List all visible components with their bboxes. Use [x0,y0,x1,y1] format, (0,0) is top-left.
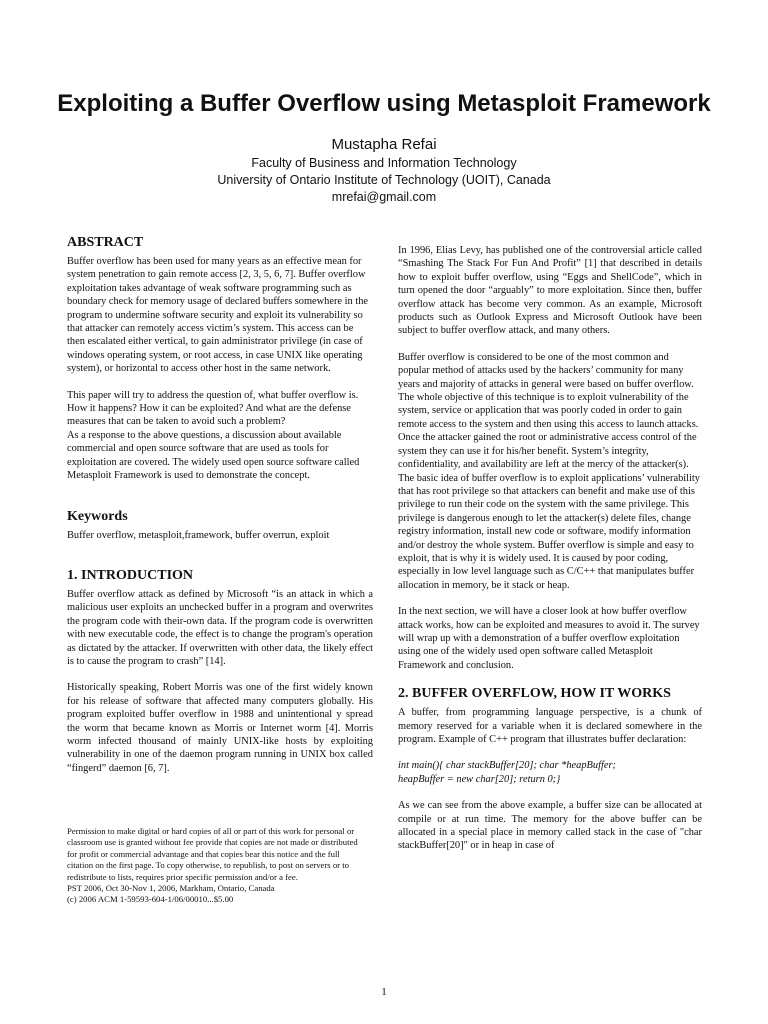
overview-paragraph: Buffer overflow is considered to be one of the most common and popular method of attacks used by the hackers’ community for many years and majority of attacks in general were based on buffer overflow. The whole objective of this technique is to exploit vulnerability of the system, service or application that was poorly coded in order to gain remote access to the system and then using this access to launch attacks. Once the attacker gained the root or administrative access control of the system they can use it for his/her benefit. System’s integrity, confidentiality, and availability are left at the mercy of the attacker(s). The basic idea of buffer overflow is to exploit applications’ vulnerability that has root privilege so that attackers can benefit and make use of this privilege to run their code on the system with the same privilege. This privilege is dangerous enough to let the attacker(s) delete files, change registry information, install new code or software, modify information and/or destroy the whole system. Buffer overflow is simple and easy to exploit, that is why it is widely used. It is caused by poor coding, especially in low level language such as C/C++ that manipulates buffer allocation in memory, be it stack or heap. [398,351,701,591]
left-column [67,232,373,788]
affiliation-university: University of Ontario Institute of Technology (UOIT), Canada [217,173,551,187]
page-number: 1 [381,986,387,998]
section-2-heading: 2. BUFFER OVERFLOW, HOW IT WORKS [398,686,671,702]
code-line-1: int main(){ char stackBuffer[20]; char *heapBuffer; [398,760,616,772]
author-block [100,134,668,206]
history-paragraph: In 1996, Elias Levy, has published one of the controversial article called “Smashing The Stack For Fun And Profit” [1] that described in details how to exploit buffer overflow, using “Eggs and ShellCode”, which in turn opened the door “arguably” to more exploitation. Since then, buffer overflow attack has become very common. As an example, Microsoft products such as Outlook Express and Microsoft Outlook have been subject to buffer overflow attack, and many others. [398,245,702,337]
keywords-text: Buffer overflow, metasploit,framework, buffer overrun, exploit [67,529,330,541]
abstract-heading: ABSTRACT [67,235,144,250]
paper-title: Exploiting a Buffer Overflow using Metasploit Framework [57,90,711,117]
right-column [398,244,702,866]
introduction-paragraph-1: Buffer overflow attack as defined by Microsoft “is an attack in which a malicious user exploits an unchecked buffer in a program and overwrites the program code with their-own data. If the program code is overwritten with new executable code, the effect is to change the program's operation as dictated by the attacker. If overwritten with other data, the likely effect is to cause the program to crash” [14]. [67,588,373,667]
abstract-paragraph-3: As a response to the above questions, a discussion about available commercial and open source software that are used as tools for exploitation are covered. The widely used open source software called Metasploit Framework is used to demonstrate the concept. [67,429,360,482]
permission-text: Permission to make digital or hard copies of all or part of this work for personal or classroom use is granted without fee provide that copies are not made or distributed for profit or commercial advantage and that copies bear this notice and the full citation on the first page. To copy otherwise, to republish, to post on servers or to redistribute to lists, requires prior specific permission and/or a fee. [67,826,358,882]
section-2-paragraph-2: As we can see from the above example, a buffer size can be allocated at compile or at run time. The memory for the above buffer can be allocated in a special place in memory called stack in the case of "char stackBuffer[20]" or in heap in case of [398,800,702,852]
next-section-paragraph: In the next section, we will have a closer look at how buffer overflow attack works, how can be exploited and measures to avoid it. The survey will wrap up with a demonstration of a buffer overflow exploitation using one of the widely used open software called Metasploit Framework and conclusion. [398,606,700,671]
permission-notice [67,826,367,906]
author-name: Mustapha Refai [331,136,437,153]
introduction-paragraph-2: Historically speaking, Robert Morris was one of the first widely known for his release of software that affected many computers globally. His program exploited buffer overflow in 1988 and unintentional y spread the worm that became known as Morris or Internet worm [4]. Morris worm infected thousand of mainly UNIX-like hosts by exploiting vulnerability in one of the daemon program running in UNIX box called “fingerd” daemon [6, 7]. [67,682,373,774]
abstract-paragraph-2: This paper will try to address the question of, what buffer overflow is. How it happens? How it can be exploited? And what are the defense measures that can be taken to avoid such a problem? [67,389,359,428]
introduction-heading: 1. INTRODUCTION [67,567,194,583]
author-email[interactable]: mrefai@gmail.com [331,190,437,204]
conference-line: PST 2006, Oct 30-Nov 1, 2006, Markham, Ontario, Canada [67,883,275,894]
code-line-2: heapBuffer = new char[20]; return 0;} [398,773,561,785]
copyright-line: (c) 2006 ACM 1-59593-604-1/06/00010...$5.00 [67,894,234,905]
section-2-paragraph-1: A buffer, from programming language perspective, is a chunk of memory reserved for a variable when it is declared somewhere in the program. Example of C++ program that illustrates buffer declaration: [398,707,702,745]
keywords-heading: Keywords [67,508,128,524]
affiliation-faculty: Faculty of Business and Information Technology [251,156,517,170]
code-example [398,759,702,786]
abstract-paragraph-1: Buffer overflow has been used for many years as an effective mean for system penetration to gain remote access [2, 3, 5, 6, 7]. Buffer overflow exploitation takes advantage of weak software programming such as boundary check for memory usage of declared buffers somewhere in the program to undermine software security and exploit its vulnerability so that attacker can remotely access victim’s system. This access can be then escalated either vertical, to gain administrator privilege (in case of windows operating system, or root access, in case UNIX like operating system), or horizontal to access other host in the same network. [67,256,369,375]
